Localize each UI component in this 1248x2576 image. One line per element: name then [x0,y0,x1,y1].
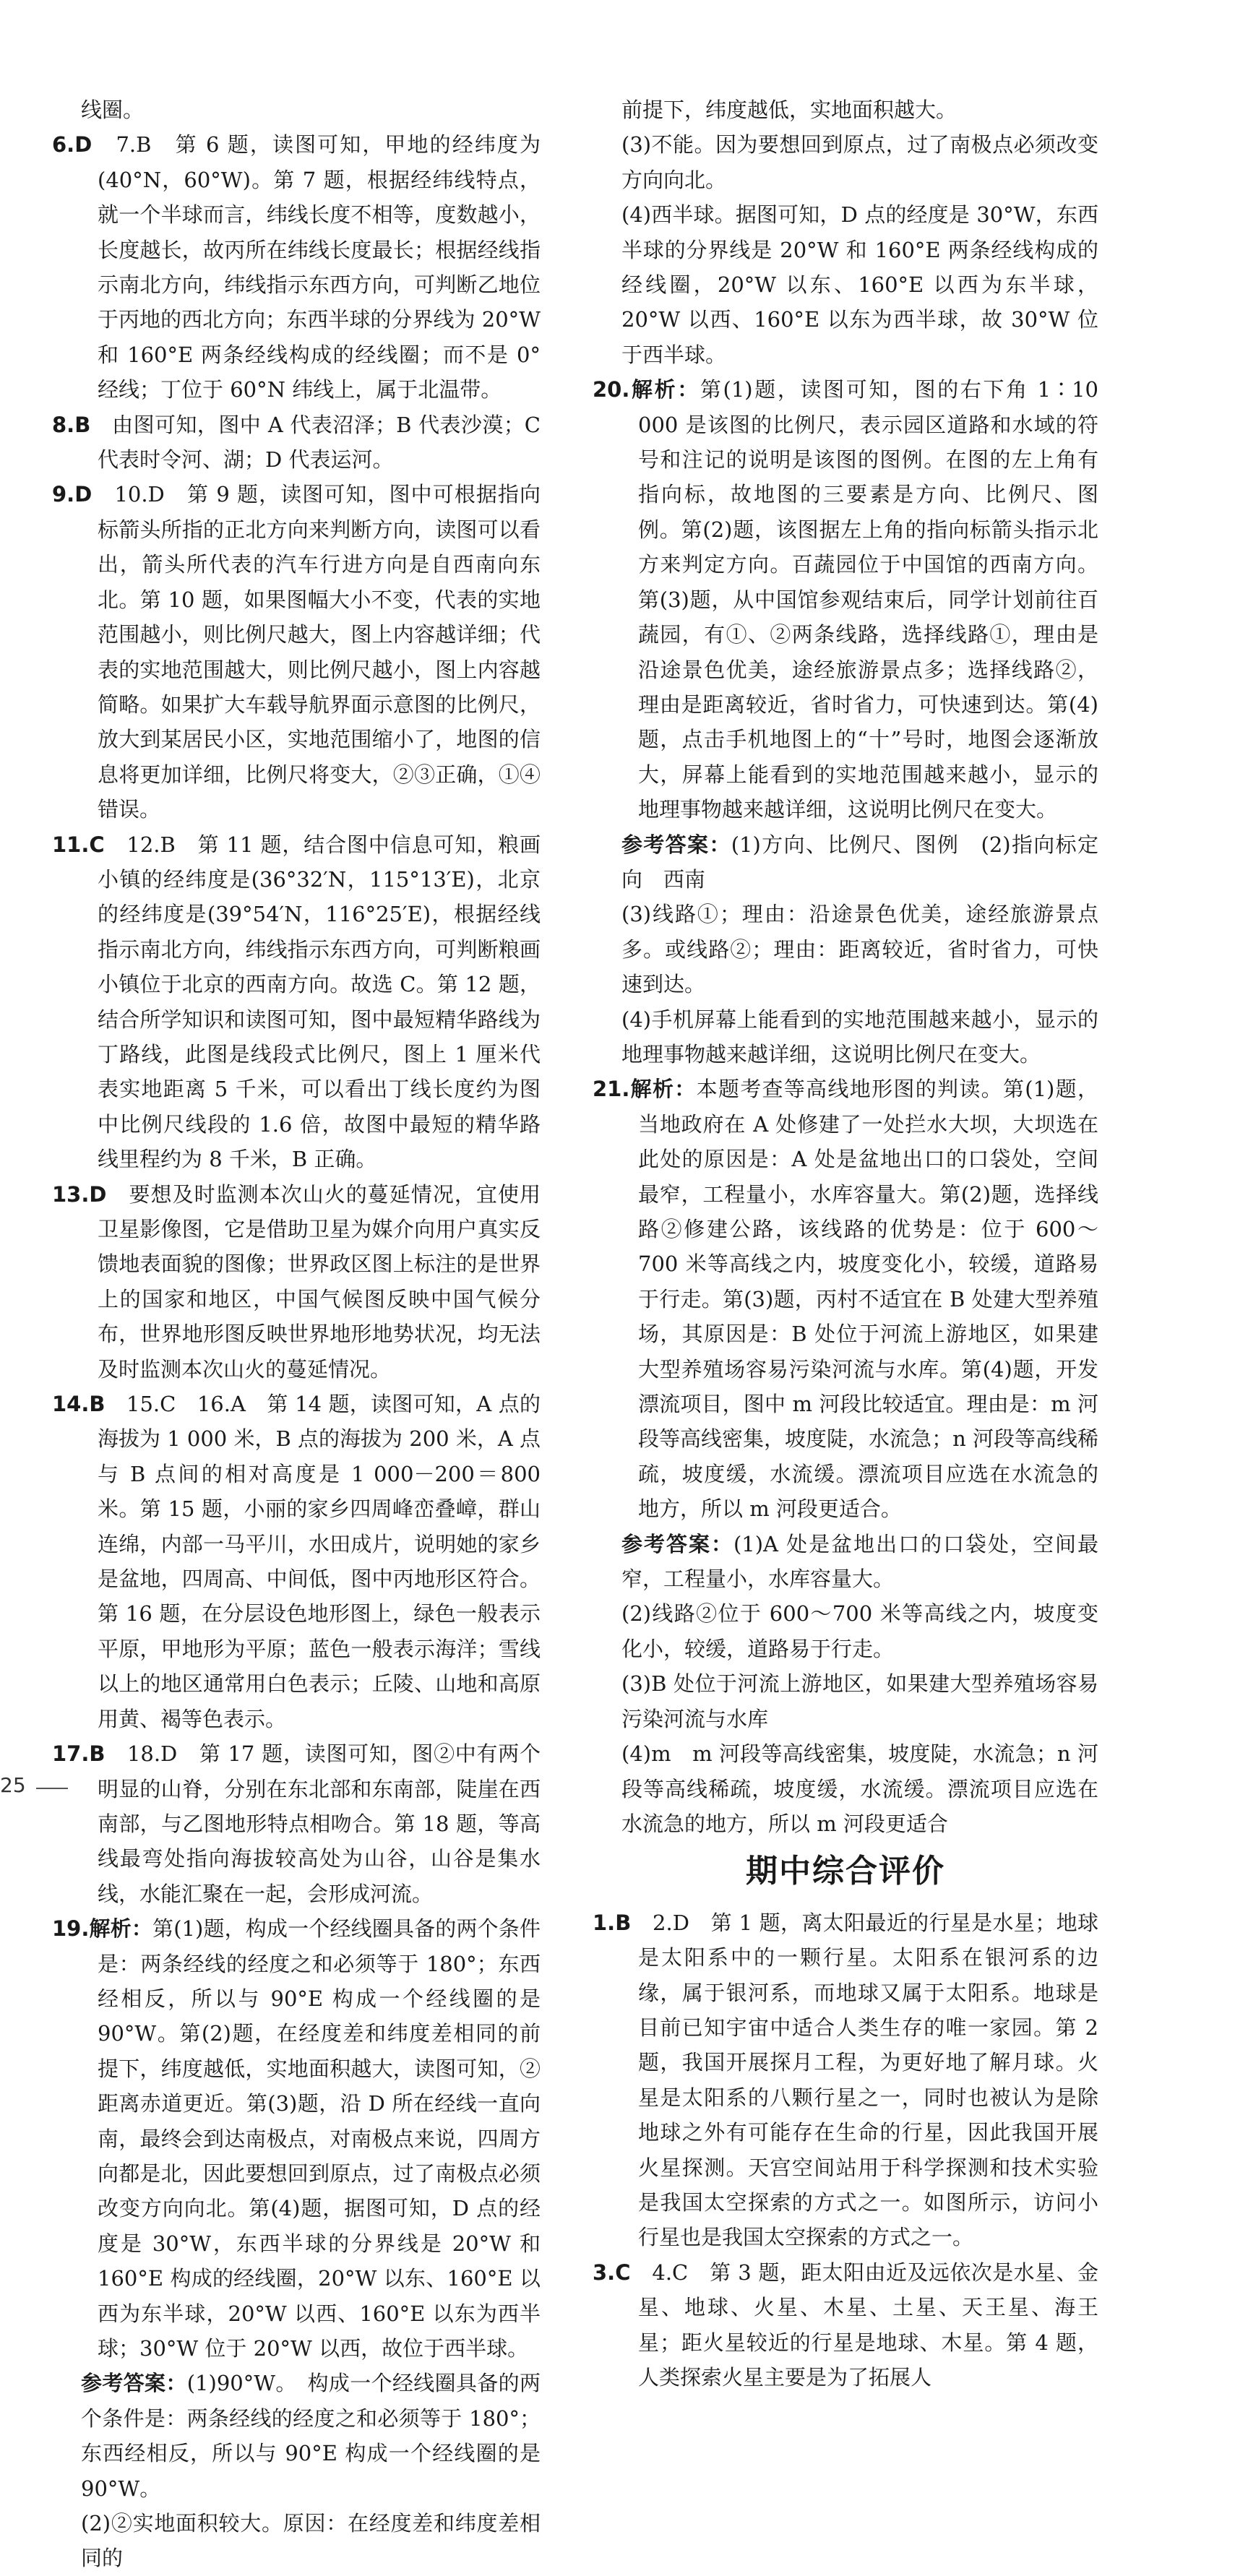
reference-answer-label: 参考答案： [81,2371,187,2396]
answer-text: 10.D 第 9 题，读图可知，图中可根据指向标箭头所指的正北方向来判断方向，读图可以看出，箭头所代表的汽车行进方向是自西南向东北。第 10 题，如果图幅大小不变，代表的实地范围越小，则比例尺越大，图上内容越详细；代表的实地范围越大，则比例尺越小，图上内容越简略。如果扩大车载导航界面示意图的比例尺，放大到某居民小区，实地范围缩小了，地图的信息将更加详细，比例尺将变大，②③正确，①④错误。 [98,482,541,822]
answer-item-21 [593,1072,1098,1526]
left-column [52,92,541,2576]
answer-text: 由图可知，图中 A 代表沼泽；B 代表沙漠；C 代表时令河、湖；D 代表运河。 [98,412,541,473]
reference-answer-21-part3: (3)B 处位于河流上游地区，如果建大型养殖场容易污染河流与水库 [621,1671,1098,1731]
reference-answer-text: (1)A 处是盆地出口的口袋处，空间最窄，工程量小，水库容量大。 [621,1531,1098,1592]
page-number: 25 [0,1773,26,1797]
right-column [593,92,1098,2395]
answer-text: 18.D 第 17 题，读图可知，图②中有两个明显的山脊，分别在东北部和东南部，陡崖在西南部，与乙图地形特点相吻合。第 18 题，等高线最弯处指向海拔较高处为山谷，山谷是集水线，水能汇聚在一起，会形成河流。 [98,1741,541,1906]
answer-item-19 [52,1911,541,2366]
answer-item-11 [52,827,541,1177]
question-number: 19. [52,1916,90,1942]
reference-answer-label: 参考答案： [621,1531,733,1556]
analysis-label: 解析： [629,1077,697,1102]
answer-text: 要想及时监测本次山火的蔓延情况，宜使用卫星影像图，它是借助卫星为媒介向用户真实反馈地表面貌的图像；世界政区图上标注的是世界上的国家和地区，中国气候图反映中国气候分布，世界地形图反映世界地形地势状况，均无法及时监测本次山火的蔓延情况。 [98,1181,541,1382]
answer-item-17 [52,1736,541,1911]
reference-answer-21-part4: (4)m m 河段等高线密集，坡度陡，水流急；n 河段等高线稀疏，坡度缓，水流缓。漂流项目应选在水流急的地方，所以 m 河段更适合 [621,1741,1098,1836]
reference-answer-20-part4: (4)手机屏幕上能看到的实地范围越来越小，显示的地理事物越来越详细，这说明比例尺在变大。 [621,1007,1098,1067]
analysis-label: 解析： [629,377,700,402]
question-number: 3.C [593,2260,631,2285]
answer-text: 第(1)题，构成一个经线圈具备的两个条件是：两条经线的经度之和必须等于 180°；东西经相反，所以与 90°E 构成一个经线圈的是 90°W。第(2)题，在经度差和纬度差相同的前提下，纬度越低，实地面积越大，读图可知，②距离赤道更近。第(3)题，沿 D 所在经线一直向南，最终会到达南极点，对南极点来说，四周方向都是北，因此要想回到原点，过了南极点必须改变方向向北。第(4)题，据图可知，D 点的经度是 30°W，东西半球的分界线是 20°W 和 160°E 构成的经线圈，20°W 以东、160°E 以西为东半球，20°W 以西、160°E 以东为西半球；30°W 位于 20°W 以西，故位于西半球。 [98,1916,541,2361]
question-number: 17.B [52,1741,106,1767]
answer-item-8 [52,408,541,478]
answer-item-14 [52,1387,541,1736]
analysis-label: 解析： [89,1916,153,1942]
question-number: 20. [593,377,630,402]
question-number: 21. [593,1077,630,1102]
reference-answer-19 [52,2366,541,2506]
answer-text: 第(1)题，读图可知，图的右下角 1∶10 000 是该图的比例尺，表示园区道路和水域的符号和注记的说明是该图的图例。在图的左上角有指向标，故地图的三要素是方向、比例尺、图例。第(2)题，该图据左上角的指向标箭头指示北方来判定方向。百蔬园位于中国馆的西南方向。第(3)题，从中国馆参观结束后，同学计划前往百蔬园，有①、②两条线路，选择线路①，理由是沿途景色优美，途经旅游景点多；选择线路②，理由是距离较近，省时省力，可快速到达。第(4)题，点击手机地图上的“十”号时，地图会逐渐放大，屏幕上能看到的实地范围越来越小，显示的地理事物越来越详细，这说明比例尺在变大。 [638,377,1098,822]
answer-item-6 [52,127,541,407]
answer-item-20 [593,372,1098,827]
question-number: 1.B [593,1910,632,1935]
question-number: 14.B [52,1392,106,1417]
reference-answer-21-part2: (2)线路②位于 600～700 米等高线之内，坡度变化小，较缓，道路易于行走。 [621,1601,1098,1661]
reference-answer-20-part3: (3)线路①；理由：沿途景色优美，途经旅游景点多。或线路②；理由：距离较近，省时省力，可快速到达。 [621,902,1098,997]
answer-text: 15.C 16.A 第 14 题，读图可知，A 点的海拔为 1 000 米，B 点的海拔为 200 米，A 点与 B 点间的相对高度是 1 000－200＝800 米。第 15 题，小丽的家乡四周峰峦叠嶂，群山连绵，内部一马平川，水田成片，说明她的家乡是盆地，四周高、中间低，图中丙地形区符合。第 16 题，在分层设色地形图上，绿色一般表示平原，甲地形为平原；蓝色一般表示海洋；雪线以上的地区通常用白色表示；丘陵、山地和高原用黄、褐等色表示。 [98,1392,541,1731]
reference-answer-19-part2: (2)②实地面积较大。原因：在经度差和纬度差相同的 [81,2511,541,2571]
answer-item-13 [52,1177,541,1387]
reference-answer-20 [593,827,1098,897]
answer-item-m1 [593,1905,1098,2255]
answer-item-m3 [593,2255,1098,2395]
reference-answer-19-cont: 前提下，纬度越低，实地面积越大。 [621,98,957,122]
question-number: 8.B [52,412,91,437]
reference-answer-19-part3: (3)不能。因为要想回到原点，过了南极点必须改变方向向北。 [621,132,1098,192]
page-number-rule [36,1788,68,1789]
reference-answer-label: 参考答案： [621,832,731,857]
answer-text: 4.C 第 3 题，距太阳由近及远依次是水星、金星、地球、火星、木星、土星、天王星、海王星；距火星较近的行星是地球、木星。第 4 题，人类探索火星主要是为了拓展人 [638,2260,1098,2390]
question-number: 13.D [52,1181,107,1207]
answer-text: 2.D 第 1 题，离太阳最近的行星是水星；地球是太阳系中的一颗行星。太阳系在银河系的边缘，属于银河系，而地球又属于太阳系。地球是目前已知宇宙中适合人类生存的唯一家园。第 2 题，我国开展探月工程，为更好地了解月球。火星是太阳系的八颗行星之一，同时也被认为是除地球之外有可能存在生命的行星，因此我国开展火星探测。天宫空间站用于科学探测和技术实验是我国太空探索的方式之一。如图所示，访问小行星也是我国太空探索的方式之一。 [638,1910,1098,2250]
answer-text: 本题考查等高线地形图的判读。第(1)题，当地政府在 A 处修建了一处拦水大坝，大坝选在此处的原因是：A 处是盆地出口的口袋处，空间最窄，工程量小，水库容量大。第(2)题，选择线路②修建公路，该线路的优势是：位于 600～700 米等高线之内，坡度变化小，较缓，道路易于行走。第(3)题，丙村不适宜在 B 处建大型养殖场，其原因是：B 处位于河流上游地区，如果建大型养殖场容易污染河流与水库。第(4)题，开发漂流项目，图中 m 河段比较适宜。理由是：m 河段等高线密集，坡度陡，水流急；n 河段等高线稀疏，坡度缓，水流缓。漂流项目应选在水流急的地方，所以 m 河段更适合。 [638,1077,1098,1522]
answer-text: 7.B 第 6 题，读图可知，甲地的经纬度为(40°N，60°W)。第 7 题，根据经纬线特点，就一个半球而言，纬线长度不相等，度数越小，长度越长，故丙所在纬线长度最长；根据经线指示南北方向，纬线指示东西方向，可判断乙地位于丙地的西北方向；东西半球的分界线为 20°W 和 160°E 两条经线构成的经线圈；而不是 0°经线；丁位于 60°N 纬线上，属于北温带。 [98,132,541,402]
reference-answer-text: (1)90°W。 构成一个经线圈具备的两个条件是：两条经线的经度之和必须等于 180°；东西经相反，所以与 90°E 构成一个经线圈的是 90°W。 [81,2371,541,2501]
answer-item-9 [52,477,541,827]
question-number: 11.C [52,832,105,857]
question-number: 6.D [52,132,92,158]
answer-text: 12.B 第 11 题，结合图中信息可知，粮画小镇的经纬度是(36°32′N，115°13′E)，北京的经纬度是(39°54′N，116°25′E)，根据经线指示南北方向，纬线指示东西方向，可判断粮画小镇位于北京的西南方向。故选 C。第 12 题，结合所学知识和读图可知，图中最短精华路线为丁路线，此图是线段式比例尺，图上 1 厘米代表实地距离 5 千米，可以看出丁线长度约为图中比例尺线段的 1.6 倍，故图中最短的精华路线里程约为 8 千米，B 正确。 [98,832,541,1172]
reference-answer-19-part4: (4)西半球。据图可知，D 点的经度是 30°W，东西半球的分界线是 20°W 和 160°E 两条经线构成的经线圈，20°W 以东、160°E 以西为东半球，20°W 以西、160°E 以东为西半球，故 30°W 位于西半球。 [621,202,1098,367]
answer-paragraph: 线圈。 [81,98,145,122]
reference-answer-text: (1)方向、比例尺、图例 (2)指向标定向 西南 [621,832,1098,892]
section-title: 期中综合评价 [746,1853,945,1890]
question-number: 9.D [52,482,92,507]
reference-answer-21 [593,1527,1098,1597]
